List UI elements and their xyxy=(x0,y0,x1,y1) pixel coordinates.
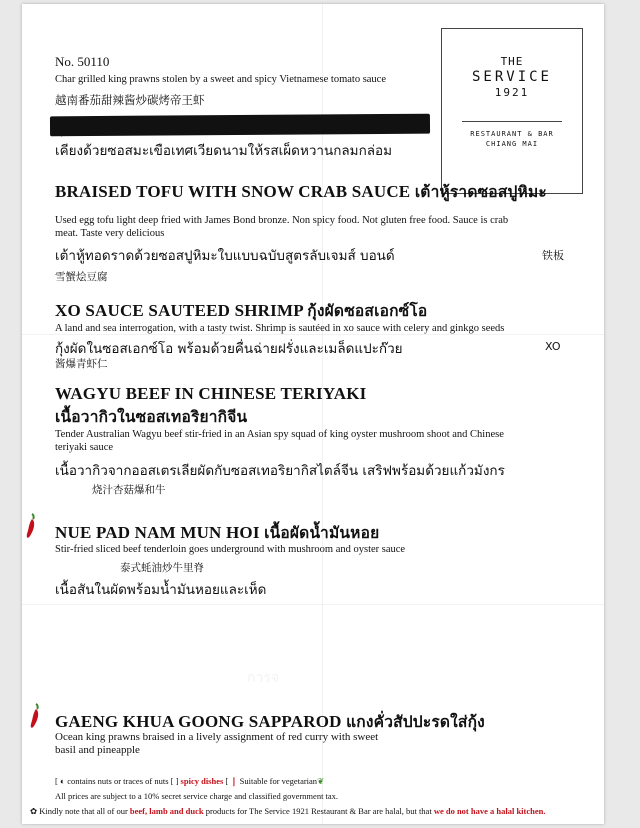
dish-chinese: 烧汁杏菇爆和牛 xyxy=(92,484,166,496)
legend-spicy: spicy dishes xyxy=(180,776,224,786)
intro-english: Char grilled king prawns stolen by a sweet and spicy Vietnamese tomato sauce xyxy=(55,74,387,85)
logo-the: THE xyxy=(500,55,524,68)
faint-background-text: การจ xyxy=(247,670,280,686)
dish-title-thai: เต้าหู้ราดซอสปูหิมะ xyxy=(414,183,547,201)
dish-title-english: WAGYU BEEF IN CHINESE TERIYAKI xyxy=(55,384,367,403)
logo-service: SERVICE xyxy=(471,69,552,85)
dish-description: A land and sea interrogation, with a tasty twist. Shrimp is sautéed in xo sauce with celery and ginkgo seeds xyxy=(55,323,505,334)
logo-year: 1921 xyxy=(494,86,530,99)
dish-thai: กุ้งผัดในซอสเอกซ์โอ พร้อมด้วยคื่นฉ่ายฝรั่งและเมล็ดแปะก๊วย xyxy=(55,341,403,357)
logo-subtitle: RESTAURANT & BAR xyxy=(470,130,554,138)
intro-thai-2: เคียงด้วยซอสมะเขือเทศเวียดนามให้รสเผ็ดหวานกลมกล่อม xyxy=(55,143,393,159)
legend: [ ◐ contains nuts or traces of nuts [ ] spicy dishes [ ❘ Suitable for vegetarian❦ xyxy=(55,776,325,786)
chili-icon xyxy=(24,512,38,540)
dish-chinese: 酱爆青虾仁 xyxy=(55,358,108,370)
dish-title-english: BRAISED TOFU WITH SNOW CRAB SAUCE xyxy=(55,182,411,201)
dish-description: meat. Taste very delicious xyxy=(55,228,165,239)
redaction-bar xyxy=(50,114,430,137)
chili-icon xyxy=(28,702,42,730)
dish-description: Ocean king prawns braised in a lively assignment of red curry with sweet xyxy=(55,731,379,743)
dish-description: Used egg tofu light deep fried with James Bond bronze. Non spicy food. Not gluten free food. Sauce is crab xyxy=(55,215,509,226)
dish-title-english: NUE PAD NAM MUN HOI xyxy=(55,523,260,542)
dish-thai: เนื้อสันในผัดพร้อมน้ำมันหอยและเห็ด xyxy=(55,582,267,598)
halal-note: ✿ Kindly note that all of our beef, lamb and duck products for The Service 1921 Restaurant & Bar are halal, but that we do not have a halal kitchen. xyxy=(30,806,546,816)
dish-description: basil and pineapple xyxy=(55,744,140,756)
menu-page xyxy=(22,4,604,824)
dish-title-thai: เนื้อวากิวในซอสเทอริยากิจีน xyxy=(55,408,248,426)
dish-title-english: GAENG KHUA GOONG SAPPAROD xyxy=(55,712,342,731)
dish-description: teriyaki sauce xyxy=(55,442,114,453)
menu-number: No. 50110 xyxy=(55,54,110,69)
dish-title xyxy=(55,520,379,545)
dish-description: Tender Australian Wagyu beef stir-fried in an Asian spy squad of king oyster mushroom shoot and Chinese xyxy=(55,429,504,440)
dish-thai: เต้าหู้ทอดราดด้วยซอสปูหิมะใบแบบฉบับสูตรลับเจมส์ บอนด์ xyxy=(55,248,395,264)
dish-tag: 铁板 xyxy=(542,249,564,262)
logo-divider xyxy=(462,121,562,122)
dish-tag: XO xyxy=(545,340,561,353)
price-note: All prices are subject to a 10% secret service charge and classified government tax. xyxy=(55,791,339,801)
leaf-icon: ❦ xyxy=(317,776,325,786)
info-icon: ✿ xyxy=(30,806,38,816)
restaurant-logo xyxy=(441,28,583,194)
dish-title xyxy=(55,179,547,204)
dish-chinese: 雪蟹烩豆腐 xyxy=(55,271,108,283)
dish-title-thai: แกงคั่วสัปปะรดใส่กุ้ง xyxy=(346,713,485,731)
nut-icon: ◐ xyxy=(59,776,66,786)
dish-title-thai: เนื้อผัดน้ำมันหอย xyxy=(264,524,380,542)
dish-thai: เนื้อวากิวจากออสเตรเลียผัดกับซอสเทอริยากิสไตล์จีน เสริฟพร้อมด้วยแก้วมังกร xyxy=(55,463,505,479)
dish-title-english: XO SAUCE SAUTEED SHRIMP xyxy=(55,301,303,320)
dish-chinese: 泰式蚝油炒牛里脊 xyxy=(120,562,204,574)
chili-icon: ❘ xyxy=(230,776,238,786)
paper-fold xyxy=(22,604,604,605)
dish-title xyxy=(55,298,427,323)
dish-title-thai: กุ้งผัดซอสเอกซ์โอ xyxy=(307,302,428,320)
dish-description: Stir-fried sliced beef tenderloin goes underground with mushroom and oyster sauce xyxy=(55,544,406,555)
intro-chinese: 越南番茄甜辣酱炒碳烤帝王虾 xyxy=(55,93,205,107)
logo-city: CHIANG MAI xyxy=(485,140,539,148)
